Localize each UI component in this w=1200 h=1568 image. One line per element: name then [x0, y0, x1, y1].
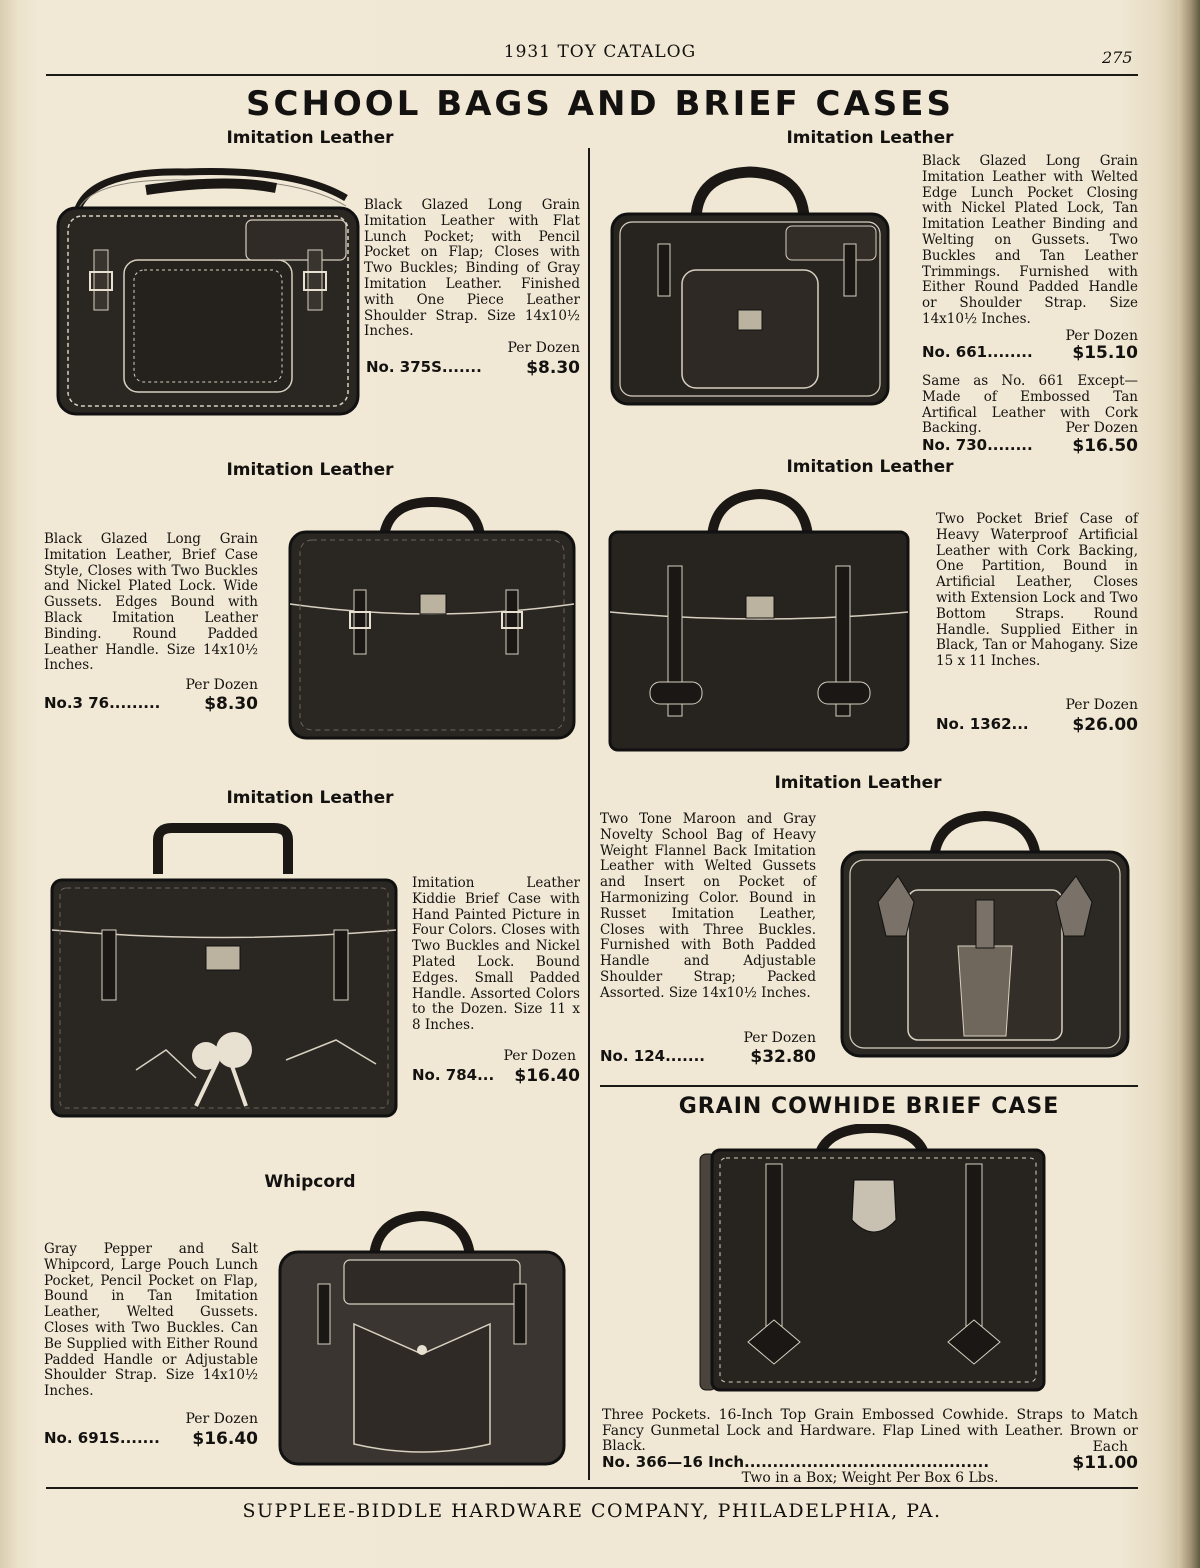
- price-line-124: [600, 1047, 816, 1067]
- description-730: Same as No. 661 Except—Made of Embossed Tan Artifical Leather with Cork Backing.: [922, 373, 1138, 437]
- description-366: Three Pockets. 16-Inch Top Grain Embossed Cowhide. Straps to Match Fancy Gunmetal Lock and Hardware. Flap Lined with Leather. Brown or Black.: [602, 1407, 1138, 1454]
- publisher-footer: SUPPLEE-BIDDLE HARDWARE COMPANY, PHILADELPHIA, PA.: [242, 1500, 942, 1522]
- item-number-366: No. 366—16 Inch...........................................: [602, 1453, 990, 1471]
- price-1362: $26.00: [1072, 715, 1138, 735]
- kiddie-brief-case-784-illustration: [46, 820, 406, 1120]
- unit-366: Each: [1092, 1439, 1128, 1455]
- school-bag-375-illustration: [46, 160, 366, 422]
- item-number-124: No. 124.......: [600, 1047, 705, 1065]
- heading-1362: Imitation Leather: [786, 457, 954, 477]
- unit-661: Per Dozen: [1065, 328, 1138, 344]
- price-line-661: [922, 343, 1138, 363]
- price-661: $15.10: [1072, 343, 1138, 363]
- heading-376: Imitation Leather: [226, 460, 394, 480]
- unit-376: Per Dozen: [185, 677, 258, 693]
- packing-note-366: Two in a Box; Weight Per Box 6 Lbs.: [741, 1470, 999, 1486]
- page-title: SCHOOL BAGS AND BRIEF CASES: [246, 84, 954, 124]
- school-bag-661-illustration: [606, 160, 894, 410]
- description-784: Imitation Leather Kiddie Brief Case with Hand Painted Picture in Four Colors. Closes with Two Buckles and Nickel Plated Lock. Bound Edges. Small Padded Handle. Assorted Colors to the Dozen. Size 11 x 8 Inches.: [412, 875, 580, 1034]
- book-spine-edge: [1178, 0, 1200, 1568]
- brief-case-376-illustration: [284, 494, 580, 744]
- school-bag-124-illustration: [838, 806, 1132, 1062]
- cowhide-brief-case-366-illustration: [694, 1124, 1046, 1394]
- heading-784: Imitation Leather: [226, 788, 394, 808]
- price-124: $32.80: [750, 1047, 816, 1067]
- bottom-rule: [46, 1487, 1138, 1489]
- price-line-375: [366, 358, 580, 378]
- heading-661: Imitation Leather: [786, 128, 954, 148]
- unit-375: Per Dozen: [507, 340, 580, 356]
- heading-691: Whipcord: [264, 1172, 356, 1192]
- section-rule: [600, 1085, 1138, 1087]
- price-line-691: [44, 1429, 258, 1449]
- description-124: Two Tone Maroon and Gray Novelty School Bag of Heavy Weight Flannel Back Imitation Leather with Welted Gussets and Insert on Pocket of Harmonizing Color. Bound in Russet Imitation Leather, Closes with Three Buckles. Furnished with Both Padded Handle and Adjustable Shoulder Strap; Packed Assorted. Size 14x10½ Inches.: [600, 811, 816, 1001]
- price-375: $8.30: [526, 358, 580, 378]
- price-line-376: [44, 694, 258, 714]
- description-376: Black Glazed Long Grain Imitation Leather, Brief Case Style, Closes with Two Buckles and Nickel Plated Lock. Wide Gussets. Edges Bound with Black Imitation Leather Binding. Round Padded Leather Handle. Size 14x10½ Inches.: [44, 531, 258, 674]
- item-number-730: No. 730........: [922, 436, 1033, 454]
- column-divider: [588, 148, 590, 1480]
- heading-366: GRAIN COWHIDE BRIEF CASE: [678, 1094, 1060, 1119]
- brief-case-1362-illustration: [604, 486, 914, 756]
- heading-375: Imitation Leather: [226, 128, 394, 148]
- whipcord-bag-691-illustration: [274, 1204, 570, 1468]
- price-line-1362: [936, 715, 1138, 735]
- description-661: Black Glazed Long Grain Imitation Leather with Welted Edge Lunch Pocket Closing with Nickel Plated Lock, Tan Imitation Leather Binding and Welting on Gussets. Two Buckles and Tan Leather Trimmings. Furnished with Either Round Padded Handle or Shoulder Strap. Size 14x10½ Inches.: [922, 153, 1138, 327]
- item-number-691: No. 691S.......: [44, 1429, 160, 1447]
- description-691: Gray Pepper and Salt Whipcord, Large Pouch Lunch Pocket, Pencil Pocket on Flap, Bound in Tan Imitation Leather, Welted Gussets. Closes with Two Buckles. Can Be Supplied with Either Round Padded Handle or Adjustable Shoulder Strap. Size 14x10½ Inches.: [44, 1241, 258, 1400]
- unit-784: Per Dozen: [503, 1048, 576, 1064]
- price-line-784: [412, 1066, 580, 1086]
- top-rule: [46, 74, 1138, 76]
- price-366: $11.00: [1072, 1453, 1138, 1473]
- price-784: $16.40: [514, 1066, 580, 1086]
- description-1362: Two Pocket Brief Case of Heavy Waterproof Artificial Leather with Cork Backing, One Partition, Bound in Artificial Leather, Closes with Extension Lock and Two Bottom Straps. Round Handle. Supplied Either in Black, Tan or Mahogany. Size 15 x 11 Inches.: [936, 511, 1138, 670]
- unit-1362: Per Dozen: [1065, 697, 1138, 713]
- price-376: $8.30: [204, 694, 258, 714]
- item-number-375: No. 375S.......: [366, 358, 482, 376]
- page-number: 275: [1102, 48, 1133, 67]
- unit-691: Per Dozen: [185, 1411, 258, 1427]
- unit-730: Per Dozen: [1065, 420, 1138, 436]
- catalog-header: 1931 TOY CATALOG: [503, 42, 697, 62]
- price-line-730: [922, 436, 1138, 456]
- item-number-376: No.3 76.........: [44, 694, 161, 712]
- description-375: Black Glazed Long Grain Imitation Leather with Flat Lunch Pocket; with Pencil Pocket on Flap; Closes with Two Buckles; Binding of Gray Imitation Leather. Finished with One Piece Leather Shoulder Strap. Size 14x10½ Inches.: [364, 197, 580, 340]
- item-number-1362: No. 1362...: [936, 715, 1029, 733]
- price-730: $16.50: [1072, 436, 1138, 456]
- item-number-784: No. 784...: [412, 1066, 495, 1084]
- price-691: $16.40: [192, 1429, 258, 1449]
- item-number-661: No. 661........: [922, 343, 1033, 361]
- heading-124: Imitation Leather: [774, 773, 942, 793]
- unit-124: Per Dozen: [743, 1030, 816, 1046]
